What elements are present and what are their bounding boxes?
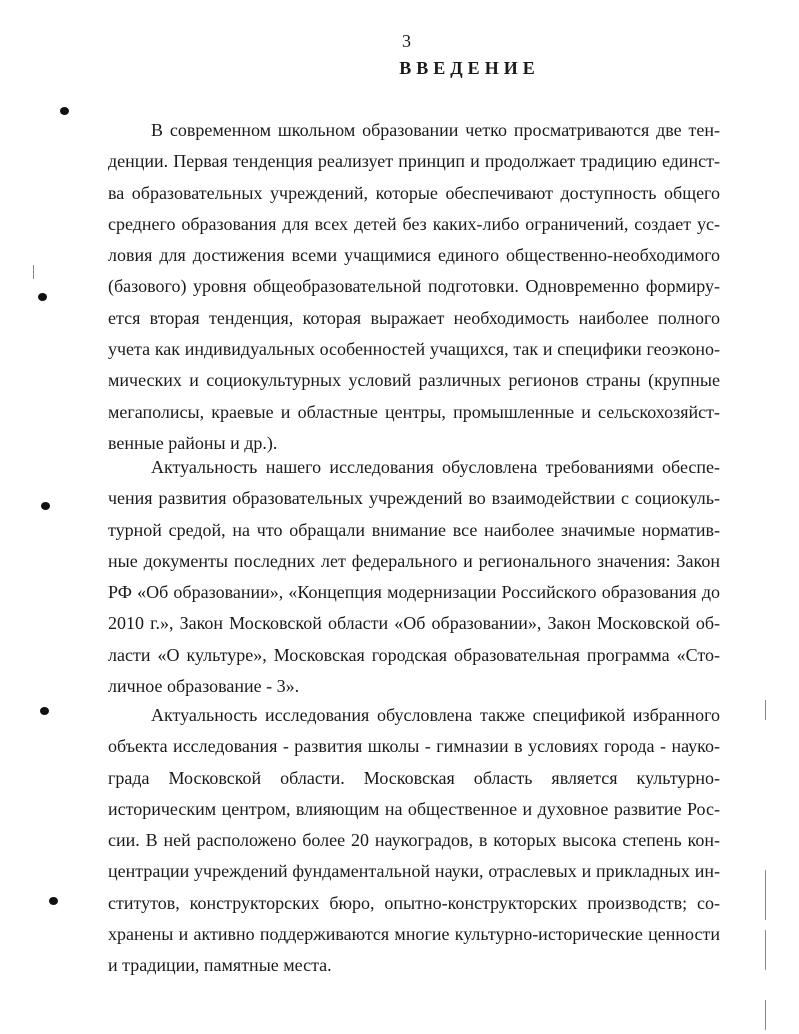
paragraph-3: Актуальность исследования обусловлена также спецификой избранного объекта исследования - развития школы - гимназии в условиях города - наукограда Московской области. Московская область является культурно-историческим центром, влияющим на общественное и духовное развитие России. В ней расположено более 20 наукоградов, в которых высока степень концентрации учреждений фундаментальной науки, отраслевых и прикладных институтов, конструкторских бюро, опытно-конструкторских производств; сохранены и активно поддерживаются многие культурно-исторические ценности и традиции, памятные места. [108,705,720,976]
binder-hole-mark [41,502,50,510]
paragraph-2: Актуальность нашего исследования обусловлена требованиями обеспечения развития образовательных учреждений во взаимодействии с социокультурной средой, на что обращали внимание все наиболее значимые нормативные документы последних лет федерального и регионального значения: Закон РФ «Об образовании», «Концепция модернизации Российского образования до 2010 г.», Закон Московской области «Об образовании», Закон Московской области «О культуре», Московская городская образовательная программа «Столичное образование - 3». [108,457,720,697]
binder-hole-mark [60,107,69,115]
section-heading: ВВЕДЕНИЕ [399,58,540,78]
page-number: 3 [402,31,411,51]
scan-edge-line [765,870,766,920]
binder-hole-mark [38,293,47,301]
scan-edge-line [33,265,34,279]
binder-hole-mark [40,707,49,715]
scan-edge-line [765,700,766,720]
scan-edge-line [765,1000,766,1030]
paragraph-1: В современном школьном образовании четко просматриваются две тенденции. Первая тенденция реализует принцип и продолжает традицию единства образовательных учреждений, которые обеспечивают доступность общего среднего образования для всех детей без каких-либо ограничений, создает условия для достижения всеми учащимися единого общественно-необходимого (базового) уровня общеобразовательной подготовки. Одновременно формируется вторая тенденция, которая выражает необходимость наиболее полного учета как индивидуальных особенностей учащихся, так и специфики геоэкономических и социокультурных условий различных регионов страны (крупные мегаполисы, краевые и областные центры, промышленные и сельскохозяйственные районы и др.). [108,120,720,453]
scan-edge-line [765,930,766,970]
binder-hole-mark [49,897,58,905]
